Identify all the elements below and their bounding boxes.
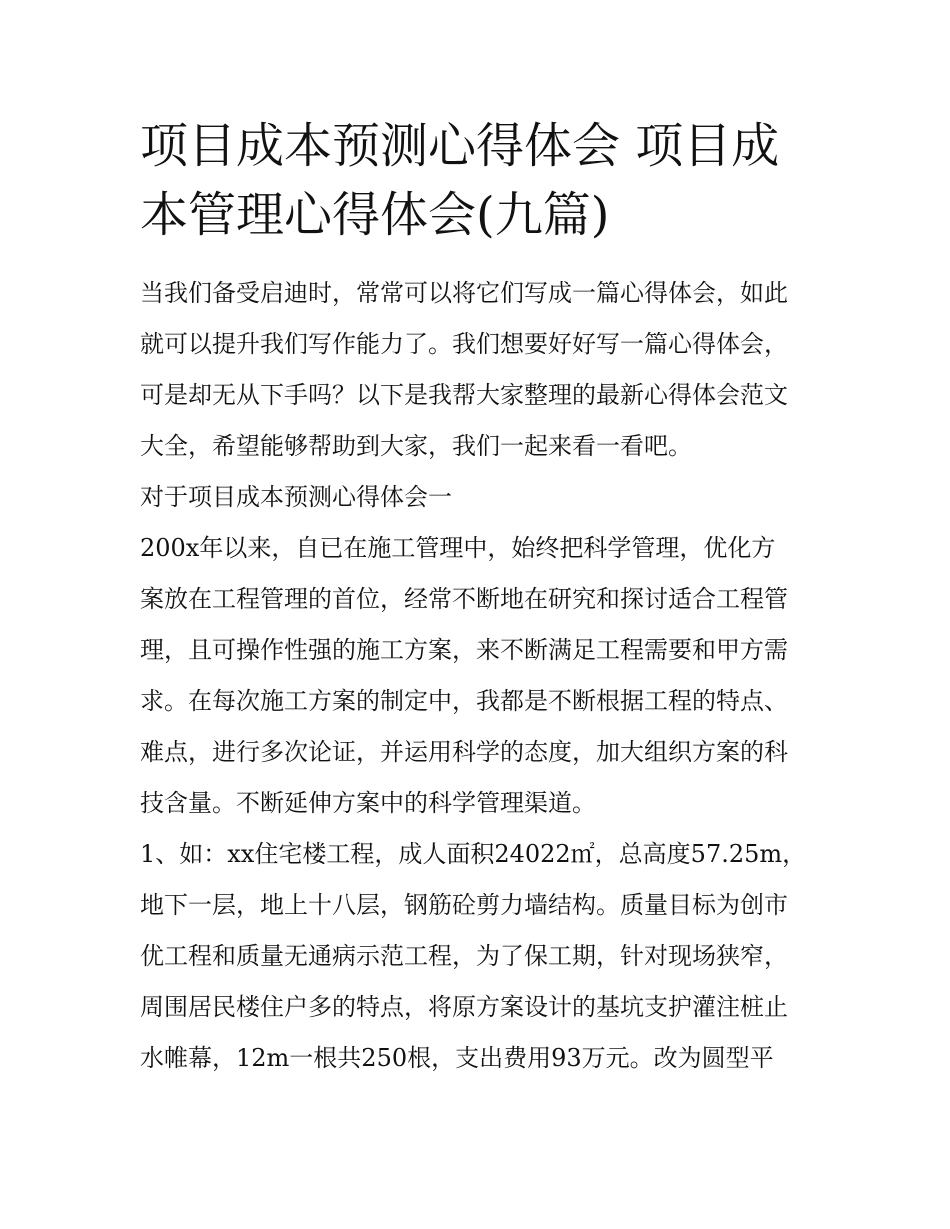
body-line: 200x年以来，自已在施工管理中，始终把科学管理，优化方: [140, 534, 776, 562]
body-line: 周围居民楼住户多的特点，将原方案设计的基坑支护灌注桩止: [140, 993, 788, 1021]
title-line-2: 本管理心得体会(九篇): [140, 187, 610, 243]
body-line: 水帷幕，12m一根共250根，支出费用93万元。改为圆型平: [140, 1044, 774, 1072]
body-line: 理，且可操作性强的施工方案，来不断满足工程需要和甲方需: [140, 636, 788, 664]
body-line: 优工程和质量无通病示范工程，为了保工期，针对现场狭窄，: [140, 942, 788, 970]
body-line: 难点，进行多次论证，并运用科学的态度，加大组织方案的科: [140, 738, 788, 766]
body-line: 技含量。不断延伸方案中的科学管理渠道。: [140, 789, 596, 817]
section-heading: 对于项目成本预测心得体会一: [140, 483, 452, 511]
title-line-1: 项目成本预测心得体会 项目成: [140, 118, 780, 174]
body-line: 案放在工程管理的首位，经常不断地在研究和探讨适合工程管: [140, 585, 788, 613]
body-line: 1、如：xx住宅楼工程，成人面积24022㎡，总高度57.25m，: [140, 840, 807, 868]
document-body: [140, 268, 812, 1084]
body-line: 求。在每次施工方案的制定中，我都是不断根据工程的特点、: [140, 687, 788, 715]
body-line: 可是却无从下手吗？以下是我帮大家整理的最新心得体会范文: [140, 381, 788, 409]
document-title: [140, 112, 812, 250]
body-line: 就可以提升我们写作能力了。我们想要好好写一篇心得体会，: [140, 330, 788, 358]
body-line: 大全，希望能够帮助到大家，我们一起来看一看吧。: [140, 432, 692, 460]
body-line: 地下一层，地上十八层，钢筋砼剪力墙结构。质量目标为创市: [140, 891, 788, 919]
document-page: [140, 112, 812, 1084]
body-line: 当我们备受启迪时，常常可以将它们写成一篇心得体会，如此: [140, 279, 788, 307]
